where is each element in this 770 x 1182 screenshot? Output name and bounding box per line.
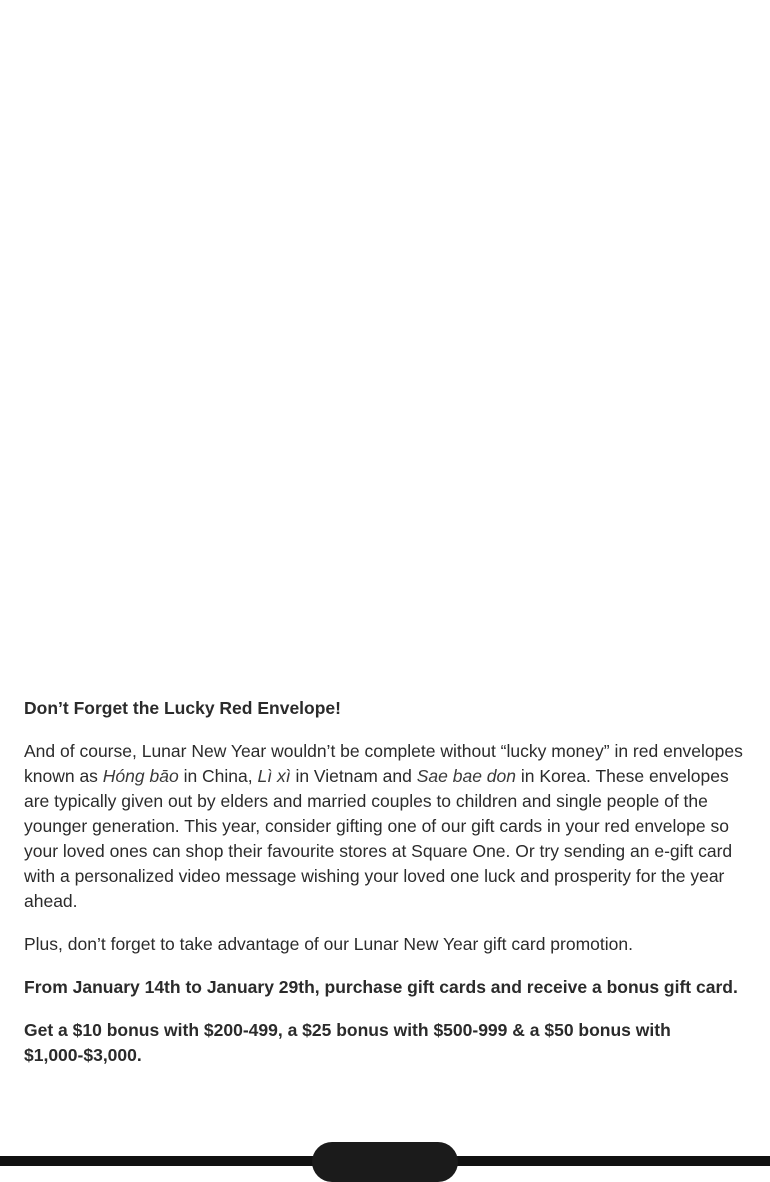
term-li-xi: Lì xì [257, 766, 291, 786]
intro-text-1: And of course, Lunar New Year wouldn’t be complete without “lucky money” in red envelopes known as [24, 741, 743, 786]
intro-text-2: in China, [178, 766, 258, 786]
term-hong-bao: Hóng bāo [102, 766, 179, 786]
section-heading: Don’t Forget the Lucky Red Envelope! [24, 698, 341, 718]
promotion-reminder: Plus, don’t forget to take advantage of our Lunar New Year gift card promotion. [24, 934, 633, 954]
red-envelope-paragraph [24, 739, 746, 914]
promotion-tiers: Get a $10 bonus with $200-499, a $25 bonus with $500-999 & a $50 bonus with $1,000-$3,000. [24, 1020, 671, 1065]
article-body [24, 696, 746, 1086]
intro-text-4: in Korea. These envelopes are typically given out by elders and married couples to children and single people of the younger generation. This year, consider gifting one of our gift cards in your red envelope so your loved ones can shop their favourite stores at Square One. Or try sending an e-gift card with a personalized video message wishing your loved one luck and prosperity for the year ahead. [24, 766, 733, 911]
floating-action-button[interactable] [312, 1142, 458, 1182]
term-sae-bae-don: Sae bae don [416, 766, 516, 786]
intro-text-3: in Vietnam and [290, 766, 417, 786]
promotion-dates: From January 14th to January 29th, purchase gift cards and receive a bonus gift card. [24, 977, 738, 997]
